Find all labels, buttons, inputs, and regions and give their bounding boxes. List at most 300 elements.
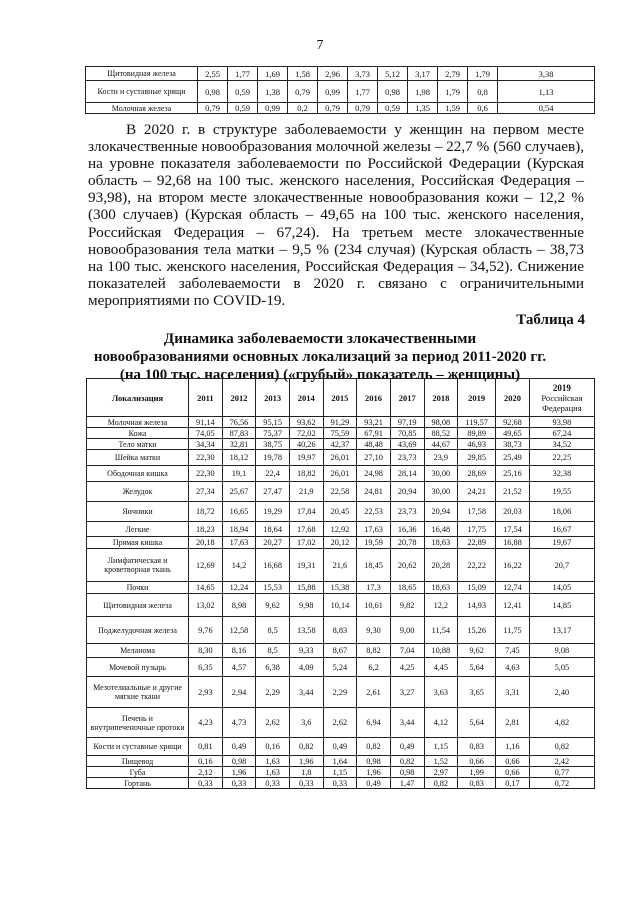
table-row [87, 439, 595, 450]
table-cell: 9,30 [357, 617, 391, 644]
table-cell: 2,29 [256, 677, 290, 708]
table-cell: 4,57 [222, 658, 256, 677]
table-cell: 87,83 [222, 428, 256, 439]
table-cell: 1,96 [289, 756, 323, 767]
table-cell: 0,98 [378, 81, 408, 103]
table-cell: 8,16 [222, 644, 256, 658]
table-cell: 1,15 [323, 767, 357, 778]
table-cell: 0,54 [498, 103, 595, 114]
table-cell: 14,85 [529, 594, 594, 617]
table-cell: 20,45 [323, 502, 357, 522]
table-cell: 91,29 [323, 417, 357, 428]
table-cell: 1,63 [256, 767, 290, 778]
table-cell: 0,82 [529, 738, 594, 756]
body-paragraph [88, 121, 584, 309]
table-cell: 18,65 [390, 582, 424, 594]
table-cell: 19,55 [529, 482, 594, 502]
table-cell: 2,96 [318, 67, 348, 81]
paragraph-text: В 2020 г. в структуре заболеваемости у женщин на первом месте злокачественные новообразования молочной железы – 22,7 % (560 случаев), на уровне показателя заболеваемости по Российской Федерации (Курская область – 92,68 на 100 тыс. женского населения, Российская Федерация – 93,98), на втором месте злокачественные новообразования кожи – 12,2 % (300 случаев) (Курская область – 49,65 на 100 тыс. женского населения, Российская Федерация – 67,24). На третьем месте злокачественные новообразования тела матки – 9,5 % (234 случая) (Курская область – 38,73 на 100 тыс. женского населения, Российская Федерация – 34,52). Снижение показателей заболеваемости в 2020 г. связано с ограничительными мероприятиями по COVID-19. [88, 121, 584, 309]
table-title [60, 330, 580, 384]
table-cell: 0,82 [424, 778, 458, 789]
table-cell: 20,28 [424, 549, 458, 582]
table-cell: 22,30 [189, 450, 223, 466]
table-cell: 9,82 [390, 594, 424, 617]
table-cell: 26,01 [323, 466, 357, 482]
table-cell: 14,93 [458, 594, 496, 617]
table-cell: 2,29 [323, 677, 357, 708]
header-year: 2019 [458, 379, 496, 417]
table-cell: 1,98 [408, 81, 438, 103]
table-cell: 38,75 [256, 439, 290, 450]
incidence-table [86, 378, 595, 789]
table-cell: 93,98 [529, 417, 594, 428]
table-cell: 0,59 [228, 81, 258, 103]
row-location: Кожа [87, 428, 189, 439]
header-rf-year: 2019 [552, 382, 571, 393]
table-cell: 32,38 [529, 466, 594, 482]
table-cell: 9,62 [256, 594, 290, 617]
row-location: Поджелудочная железа [87, 617, 189, 644]
table-cell: 1,13 [498, 81, 595, 103]
table-cell: 28,69 [458, 466, 496, 482]
table-cell: 13,17 [529, 617, 594, 644]
table-cell: 16,36 [390, 522, 424, 537]
table-cell: 44,67 [424, 439, 458, 450]
row-location: Прямая кишка [87, 537, 189, 549]
table-cell: 0,83 [458, 738, 496, 756]
table-cell: 12,69 [189, 549, 223, 582]
table-cell: 95,15 [256, 417, 290, 428]
table-cell: 17,3 [357, 582, 391, 594]
table-row [87, 677, 595, 708]
table-cell: 6,38 [256, 658, 290, 677]
table-cell: 10,61 [357, 594, 391, 617]
table-cell: 40,26 [289, 439, 323, 450]
table-cell: 2,62 [323, 708, 357, 738]
table-cell: 88,52 [424, 428, 458, 439]
table-cell: 5,24 [323, 658, 357, 677]
table-cell: 0,49 [222, 738, 256, 756]
table-cell: 4,25 [390, 658, 424, 677]
table-cell: 43,69 [390, 439, 424, 450]
table-label: Таблица 4 [516, 312, 585, 328]
table-cell: 0,33 [289, 778, 323, 789]
table-cell: 7,45 [496, 644, 530, 658]
table-cell: 17,68 [289, 522, 323, 537]
table-row [87, 617, 595, 644]
table-cell: 24,81 [357, 482, 391, 502]
table-cell: 97,19 [390, 417, 424, 428]
table-cell: 6,2 [357, 658, 391, 677]
table-cell: 0,79 [318, 103, 348, 114]
table-cell: 0,59 [378, 103, 408, 114]
table-cell: 22,4 [256, 466, 290, 482]
table-cell: 15,09 [458, 582, 496, 594]
table-header-row [87, 379, 595, 417]
table-row [86, 81, 595, 103]
row-location: Почки [87, 582, 189, 594]
table-cell: 0,33 [323, 778, 357, 789]
table-row [87, 482, 595, 502]
table-cell: 18,94 [222, 522, 256, 537]
table-cell: 0,49 [323, 738, 357, 756]
row-location: Легкие [87, 522, 189, 537]
table-cell: 12,58 [222, 617, 256, 644]
table-cell: 20,78 [390, 537, 424, 549]
table-cell: 17,63 [222, 537, 256, 549]
table-cell: 20,03 [496, 502, 530, 522]
table-cell: 0,33 [256, 778, 290, 789]
table-cell: 1,38 [258, 81, 288, 103]
table-cell: 20,94 [424, 502, 458, 522]
table-cell: 20,12 [323, 537, 357, 549]
table-cell: 1,79 [438, 81, 468, 103]
table-cell: 1,63 [256, 756, 290, 767]
table-cell: 28,14 [390, 466, 424, 482]
table-cell: 18,64 [256, 522, 290, 537]
table-cell: 19,67 [529, 537, 594, 549]
table-cell: 23,73 [390, 450, 424, 466]
table-cell: 20,7 [529, 549, 594, 582]
header-year: 2014 [289, 379, 323, 417]
table-cell: 18,72 [189, 502, 223, 522]
table-cell: 2,12 [189, 767, 223, 778]
table-cell: 2,94 [222, 677, 256, 708]
table-cell: 72,02 [289, 428, 323, 439]
table-cell: 0,17 [496, 778, 530, 789]
table-cell: 0,6 [468, 103, 498, 114]
table-cell: 9,76 [189, 617, 223, 644]
row-location: Меланома [87, 644, 189, 658]
table-cell: 1,77 [228, 67, 258, 81]
header-year: 2016 [357, 379, 391, 417]
table-cell: 4,63 [496, 658, 530, 677]
table-cell: 48,48 [357, 439, 391, 450]
table-cell: 16,22 [496, 549, 530, 582]
row-location: Щитовидная железа [86, 67, 198, 81]
table-cell: 18,45 [357, 549, 391, 582]
table-cell: 18,12 [222, 450, 256, 466]
row-location: Мезотелиальные и другие мягкие ткани [87, 677, 189, 708]
table-cell: 8,67 [323, 644, 357, 658]
table-cell: 67,91 [357, 428, 391, 439]
header-year: 2015 [323, 379, 357, 417]
table-cell: 0,16 [189, 756, 223, 767]
table-row [87, 502, 595, 522]
table-cell: 0,82 [357, 738, 391, 756]
table-cell: 22,89 [458, 537, 496, 549]
table-cell: 0,49 [357, 778, 391, 789]
table-cell: 34,34 [189, 439, 223, 450]
table-cell: 3,44 [390, 708, 424, 738]
table-row [87, 658, 595, 677]
row-location: Щитовидная железа [87, 594, 189, 617]
table-cell: 15,38 [323, 582, 357, 594]
table-row [87, 582, 595, 594]
header-year: 2018 [424, 379, 458, 417]
table-cell: 21,52 [496, 482, 530, 502]
table-cell: 1,79 [468, 67, 498, 81]
table-row [87, 778, 595, 789]
table-cell: 22,22 [458, 549, 496, 582]
row-location: Тело матки [87, 439, 189, 450]
table-row [87, 594, 595, 617]
table-cell: 14,05 [529, 582, 594, 594]
table-cell: 8,98 [222, 594, 256, 617]
table-cell: 3,38 [498, 67, 595, 81]
table-cell: 30,00 [424, 482, 458, 502]
table-cell: 1,77 [348, 81, 378, 103]
table-cell: 32,81 [222, 439, 256, 450]
table-cell: 17,02 [289, 537, 323, 549]
table-cell: 19,29 [256, 502, 290, 522]
table-cell: 0,33 [189, 778, 223, 789]
table-cell: 0,99 [258, 103, 288, 114]
table-cell: 24,21 [458, 482, 496, 502]
header-location: Локализация [87, 379, 189, 417]
table-cell: 2,61 [357, 677, 391, 708]
header-year: 2017 [390, 379, 424, 417]
table-cell: 0,98 [222, 756, 256, 767]
table-cell: 6,94 [357, 708, 391, 738]
table-cell: 0,79 [198, 103, 228, 114]
table-cell: 16,65 [222, 502, 256, 522]
table-cell: 19,1 [222, 466, 256, 482]
table-cell: 20,18 [189, 537, 223, 549]
table-cell: 1,16 [496, 738, 530, 756]
table-cell: 22,25 [529, 450, 594, 466]
table-cell: 24,98 [357, 466, 391, 482]
table-cell: 3,65 [458, 677, 496, 708]
table-cell: 76,56 [222, 417, 256, 428]
header-rf-label: Российская Федерация [541, 392, 583, 413]
table-cell: 5,64 [458, 708, 496, 738]
table-cell: 46,93 [458, 439, 496, 450]
table-cell: 38,73 [496, 439, 530, 450]
table-cell: 14,65 [189, 582, 223, 594]
table-cell: 67,24 [529, 428, 594, 439]
table-cell: 0,33 [222, 778, 256, 789]
table-cell: 8,5 [256, 617, 290, 644]
table-cell: 4,12 [424, 708, 458, 738]
table-cell: 27,47 [256, 482, 290, 502]
table-cell: 9,98 [289, 594, 323, 617]
table-row [87, 644, 595, 658]
table-cell: 0,79 [348, 103, 378, 114]
header-year: 2013 [256, 379, 290, 417]
table-cell: 22,30 [189, 466, 223, 482]
table-cell: 1,96 [357, 767, 391, 778]
continuation-table [85, 66, 595, 114]
table-cell: 10,14 [323, 594, 357, 617]
table-cell: 19,59 [357, 537, 391, 549]
table-cell: 27,34 [189, 482, 223, 502]
row-location: Кости и суставные хрящи [87, 738, 189, 756]
table-cell: 1,47 [390, 778, 424, 789]
table-cell: 13,02 [189, 594, 223, 617]
row-location: Ободочная кишка [87, 466, 189, 482]
table-cell: 0,49 [390, 738, 424, 756]
table-cell: 92,68 [496, 417, 530, 428]
table-cell: 1,15 [424, 738, 458, 756]
table-cell: 20,62 [390, 549, 424, 582]
table-cell: 16,67 [529, 522, 594, 537]
table-cell: 15,53 [256, 582, 290, 594]
table-cell: 17,58 [458, 502, 496, 522]
table-row [87, 549, 595, 582]
table-cell: 11,54 [424, 617, 458, 644]
table-cell: 49,65 [496, 428, 530, 439]
header-rf [529, 379, 594, 417]
table-row [87, 767, 595, 778]
table-cell: 0,82 [289, 738, 323, 756]
table-cell: 70,85 [390, 428, 424, 439]
table-cell: 0,98 [198, 81, 228, 103]
table-cell: 4,23 [189, 708, 223, 738]
table-cell: 6,35 [189, 658, 223, 677]
table-cell: 98,08 [424, 417, 458, 428]
table-cell: 16,68 [256, 549, 290, 582]
table-cell: 12,24 [222, 582, 256, 594]
table-cell: 0,66 [458, 756, 496, 767]
table-cell: 34,52 [529, 439, 594, 450]
row-location: Гортань [87, 778, 189, 789]
row-location: Молочная железа [87, 417, 189, 428]
table-row [87, 417, 595, 428]
table-cell: 30,00 [424, 466, 458, 482]
table-cell: 20,94 [390, 482, 424, 502]
table-cell: 0,99 [318, 81, 348, 103]
table-cell: 22,58 [323, 482, 357, 502]
table-title-line-2: новообразованиями основных локализаций за период 2011-2020 гг. [93, 349, 547, 365]
table-cell: 8,5 [256, 644, 290, 658]
table-cell: 91,14 [189, 417, 223, 428]
table-cell: 0,77 [529, 767, 594, 778]
table-cell: 93,21 [357, 417, 391, 428]
header-year: 2020 [496, 379, 530, 417]
table-cell: 10,88 [424, 644, 458, 658]
table-cell: 0,82 [390, 756, 424, 767]
table-row [87, 708, 595, 738]
table-title-line-3: (на 100 тыс. населения) («грубый» показатель – женщины) [119, 367, 521, 383]
table-title-line-1: Динамика заболеваемости злокачественными [163, 331, 477, 347]
table-row [87, 756, 595, 767]
table-cell: 0,83 [458, 778, 496, 789]
table-cell: 74,05 [189, 428, 223, 439]
table-cell: 5,12 [378, 67, 408, 81]
table-cell: 18,82 [289, 466, 323, 482]
table-cell: 119,57 [458, 417, 496, 428]
table-cell: 9,62 [458, 644, 496, 658]
table-cell: 3,44 [289, 677, 323, 708]
table-cell: 12,92 [323, 522, 357, 537]
table-cell: 0,59 [228, 103, 258, 114]
table-cell: 17,63 [357, 522, 391, 537]
table-cell: 25,67 [222, 482, 256, 502]
table-cell: 3,31 [496, 677, 530, 708]
row-location: Кости и суставные хрящи [86, 81, 198, 103]
table-cell: 19,31 [289, 549, 323, 582]
table-cell: 15,88 [289, 582, 323, 594]
row-location: Пищевод [87, 756, 189, 767]
table-cell: 75,59 [323, 428, 357, 439]
table-cell: 12,2 [424, 594, 458, 617]
table-cell: 1,64 [323, 756, 357, 767]
table-cell: 0,66 [496, 767, 530, 778]
table-cell: 2,79 [438, 67, 468, 81]
row-location: Желудок [87, 482, 189, 502]
row-location: Молочная железа [86, 103, 198, 114]
table-cell: 1,69 [258, 67, 288, 81]
table-cell: 2,97 [424, 767, 458, 778]
table-cell: 21,6 [323, 549, 357, 582]
table-cell: 8,30 [189, 644, 223, 658]
table-cell: 1,99 [458, 767, 496, 778]
table-cell: 0,79 [288, 81, 318, 103]
table-cell: 12,74 [496, 582, 530, 594]
table-cell: 20,27 [256, 537, 290, 549]
table-cell: 18,06 [529, 502, 594, 522]
header-year: 2012 [222, 379, 256, 417]
table-cell: 3,73 [348, 67, 378, 81]
table-cell: 89,89 [458, 428, 496, 439]
table-cell: 5,64 [458, 658, 496, 677]
row-location: Губа [87, 767, 189, 778]
table-cell: 1,58 [288, 67, 318, 81]
table-cell: 5,05 [529, 658, 594, 677]
table-cell: 1,59 [438, 103, 468, 114]
row-location: Шейка матки [87, 450, 189, 466]
table-cell: 3,17 [408, 67, 438, 81]
page-number: 7 [316, 38, 324, 53]
table-cell: 3,63 [424, 677, 458, 708]
table-cell: 16,48 [424, 522, 458, 537]
header-year: 2011 [189, 379, 223, 417]
table-cell: 3,27 [390, 677, 424, 708]
table-cell: 23,9 [424, 450, 458, 466]
table-cell: 27,10 [357, 450, 391, 466]
table-cell: 2,42 [529, 756, 594, 767]
table-cell: 18,63 [424, 582, 458, 594]
table-cell: 2,55 [198, 67, 228, 81]
table-cell: 7,04 [390, 644, 424, 658]
table-cell: 1,8 [289, 767, 323, 778]
table-cell: 17,75 [458, 522, 496, 537]
row-location: Яичники [87, 502, 189, 522]
table-cell: 0,66 [496, 756, 530, 767]
table-row [87, 466, 595, 482]
row-location: Мочевой пузырь [87, 658, 189, 677]
table-cell: 18,23 [189, 522, 223, 537]
table-cell: 16,88 [496, 537, 530, 549]
table-cell: 1,96 [222, 767, 256, 778]
table-cell: 75,37 [256, 428, 290, 439]
table-cell: 14,2 [222, 549, 256, 582]
table-cell: 8,83 [323, 617, 357, 644]
table-cell: 23,73 [390, 502, 424, 522]
table-cell: 12,41 [496, 594, 530, 617]
table-cell: 29,85 [458, 450, 496, 466]
table-cell: 0,72 [529, 778, 594, 789]
table-cell: 0,16 [256, 738, 290, 756]
table-cell: 17,54 [496, 522, 530, 537]
table-cell: 22,53 [357, 502, 391, 522]
table-cell: 19,78 [256, 450, 290, 466]
table-row [86, 67, 595, 81]
table-row [86, 103, 595, 114]
table-cell: 4,09 [289, 658, 323, 677]
table-cell: 9,33 [289, 644, 323, 658]
